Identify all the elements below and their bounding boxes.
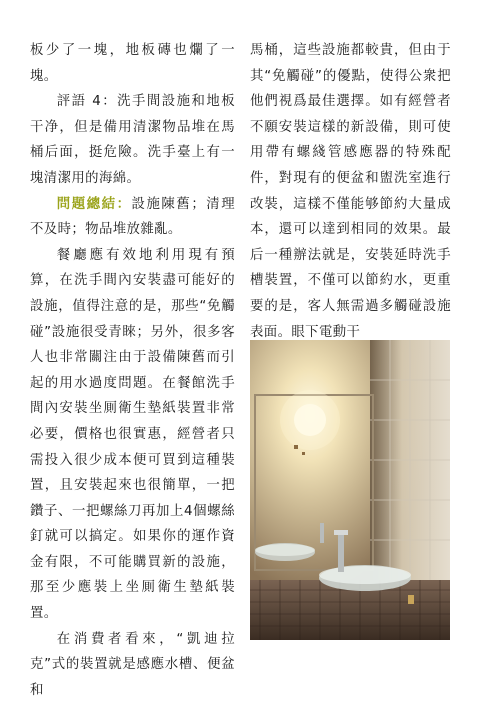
photo-illustration (250, 340, 450, 640)
restroom-sink-photo (250, 340, 450, 640)
left-column (30, 38, 235, 703)
summary-paragraph (30, 192, 235, 243)
paragraph: 餐廳應有效地利用現有預算，在洗手間內安裝盡可能好的設施，值得注意的是，那些“免觸碰”設施很受青睞；另外，很多客人也非常關注由于設備陳舊而引起的用水過度問題。在餐館洗手間內安裝坐厠衛生墊紙裝置非常必要，價格也很實惠，經營者只需投入很少成本便可買到這種裝置，且安裝起來也很簡單，一把鑽子、一把螺絲刀再加上4個螺絲釘就可以搞定。如果你的運作資金有限，不可能購買新的設施，那至少應裝上坐厠衛生墊紙裝置。 (30, 247, 235, 622)
summary-label: 問題總結： (56, 196, 132, 212)
paragraph: 馬桶，這些設施都較貴，但由于其“免觸碰”的優點，使得公衆把他們視爲最佳選擇。如有經營者不願安裝這樣的新設備，則可使用帶有螺綫管感應器的特殊配件，對現有的便盆和盥洗室進行改裝，這樣不僅能够節約大量成本，還可以達到相同的效果。最后一種辦法就是，安裝延時洗手槽裝置，不僅可以節約水，更重要的是，客人無需過多觸碰設施表面。眼下電動干 (250, 43, 451, 340)
faucet (338, 530, 344, 572)
summary-text: 設施陳舊；清理不及時；物品堆放雜亂。 (30, 196, 235, 238)
paragraph: 評語 4：洗手間設施和地板干净，但是備用清潔物品堆在馬桶后面，挺危險。洗手臺上有一塊清潔用的海綿。 (30, 94, 235, 186)
paragraph: 板少了一塊，地板磚也爛了一塊。 (30, 43, 235, 84)
right-column (250, 38, 451, 345)
paragraph: 在消費者看來，“凱迪拉克”式的裝置就是感應水槽、便盆和 (30, 631, 235, 698)
